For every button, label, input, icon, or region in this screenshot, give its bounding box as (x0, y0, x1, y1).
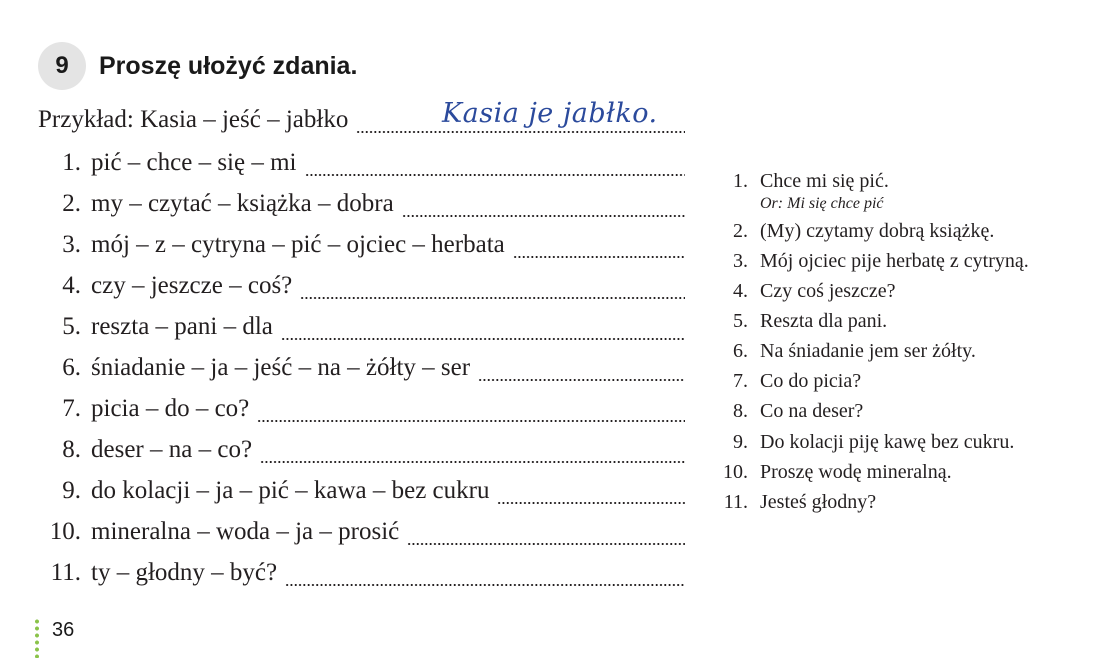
item-number: 1. (62, 149, 81, 176)
exercise-number-badge: 9 (38, 42, 86, 90)
exercise-item (38, 149, 685, 183)
answer-text: Mój ojciec pije herbatę z cytryną. (760, 250, 1029, 272)
answer-item (718, 307, 887, 335)
answer-item (718, 458, 952, 486)
exercise-item (38, 559, 685, 593)
answer-line (257, 419, 685, 423)
page-number: 36 (52, 619, 75, 641)
item-number: 6. (62, 354, 81, 381)
answer-line (305, 173, 686, 177)
answer-number: 7. (733, 370, 748, 392)
answer-line (285, 583, 685, 587)
exercise-item (38, 231, 685, 265)
answer-item (718, 337, 976, 365)
answer-line (402, 214, 685, 218)
answer-line (281, 337, 685, 341)
alternative-answer: Or: Mi się chce pić (760, 195, 884, 212)
exercise-item (38, 354, 685, 388)
item-number: 2. (62, 190, 81, 217)
answer-text: Jesteś głodny? (760, 491, 877, 513)
answer-number: 3. (733, 250, 748, 272)
answer-text: Reszta dla pani. (760, 310, 888, 332)
item-number: 3. (62, 231, 81, 258)
item-words: do kolacji – ja – pić – kawa – bez cukru (91, 477, 490, 504)
answer-text: Chce mi się pić. (760, 170, 889, 192)
answer-text: Czy coś jeszcze? (760, 280, 896, 302)
answer-item (718, 247, 1029, 275)
exercise-item (38, 272, 685, 306)
answer-item (718, 367, 861, 395)
answer-line (513, 255, 685, 259)
item-words: reszta – pani – dla (91, 313, 273, 340)
exercise-item (38, 190, 685, 224)
item-words: my – czytać – książka – dobra (91, 190, 394, 217)
exercise-header (38, 42, 357, 90)
answer-text: Proszę wodę mineralną. (760, 461, 952, 483)
item-words: picia – do – co? (91, 395, 250, 422)
item-number: 9. (62, 477, 81, 504)
item-words: śniadanie – ja – jeść – na – żółty – ser (91, 354, 471, 381)
answer-item (718, 428, 1014, 456)
item-number: 4. (62, 272, 81, 299)
answer-item (718, 397, 863, 425)
item-number: 5. (62, 313, 81, 340)
exercise-title: Proszę ułożyć zdania. (99, 51, 358, 80)
answer-item (718, 488, 876, 516)
item-number: 8. (62, 436, 81, 463)
answer-number: 2. (733, 220, 748, 242)
exercise-item (38, 477, 685, 511)
answer-item (718, 277, 895, 305)
item-words: pić – chce – się – mi (91, 149, 297, 176)
item-words: czy – jeszcze – coś? (91, 272, 293, 299)
item-words: mineralna – woda – ja – prosić (91, 518, 400, 545)
answer-line (478, 378, 685, 382)
answer-number: 4. (733, 280, 748, 302)
item-words: deser – na – co? (91, 436, 253, 463)
answer-line (260, 460, 685, 464)
exercise-item (38, 436, 685, 470)
answer-number: 9. (733, 431, 748, 453)
answer-item (718, 217, 994, 245)
exercise-item (38, 518, 685, 552)
answer-item (718, 167, 889, 195)
answer-text: Co do picia? (760, 370, 862, 392)
answer-text: Co na deser? (760, 400, 864, 422)
answer-text: Do kolacji piję kawę bez cukru. (760, 431, 1015, 453)
answer-number: 1. (733, 170, 748, 192)
item-number: 11. (50, 559, 81, 586)
answer-number: 5. (733, 310, 748, 332)
item-number: 10. (49, 518, 81, 545)
page-edge-dots (35, 618, 39, 658)
handwritten-answer: Kasia je jabłko. (442, 98, 658, 129)
item-number: 7. (62, 395, 81, 422)
exercise-item (38, 313, 685, 347)
example-label: Przykład: Kasia – jeść – jabłko (38, 106, 349, 133)
item-words: mój – z – cytryna – pić – ojciec – herbata (91, 231, 505, 258)
answer-number: 8. (733, 400, 748, 422)
answer-text: Na śniadanie jem ser żółty. (760, 340, 976, 362)
answer-line (407, 542, 685, 546)
answer-number: 11. (723, 491, 748, 513)
answer-line (356, 130, 685, 134)
answer-line (497, 501, 685, 505)
answer-line (300, 296, 685, 300)
item-words: ty – głodny – być? (91, 559, 278, 586)
answer-text: (My) czytamy dobrą książkę. (760, 220, 995, 242)
exercise-item (38, 395, 685, 429)
answer-number: 10. (723, 461, 748, 483)
answer-number: 6. (733, 340, 748, 362)
